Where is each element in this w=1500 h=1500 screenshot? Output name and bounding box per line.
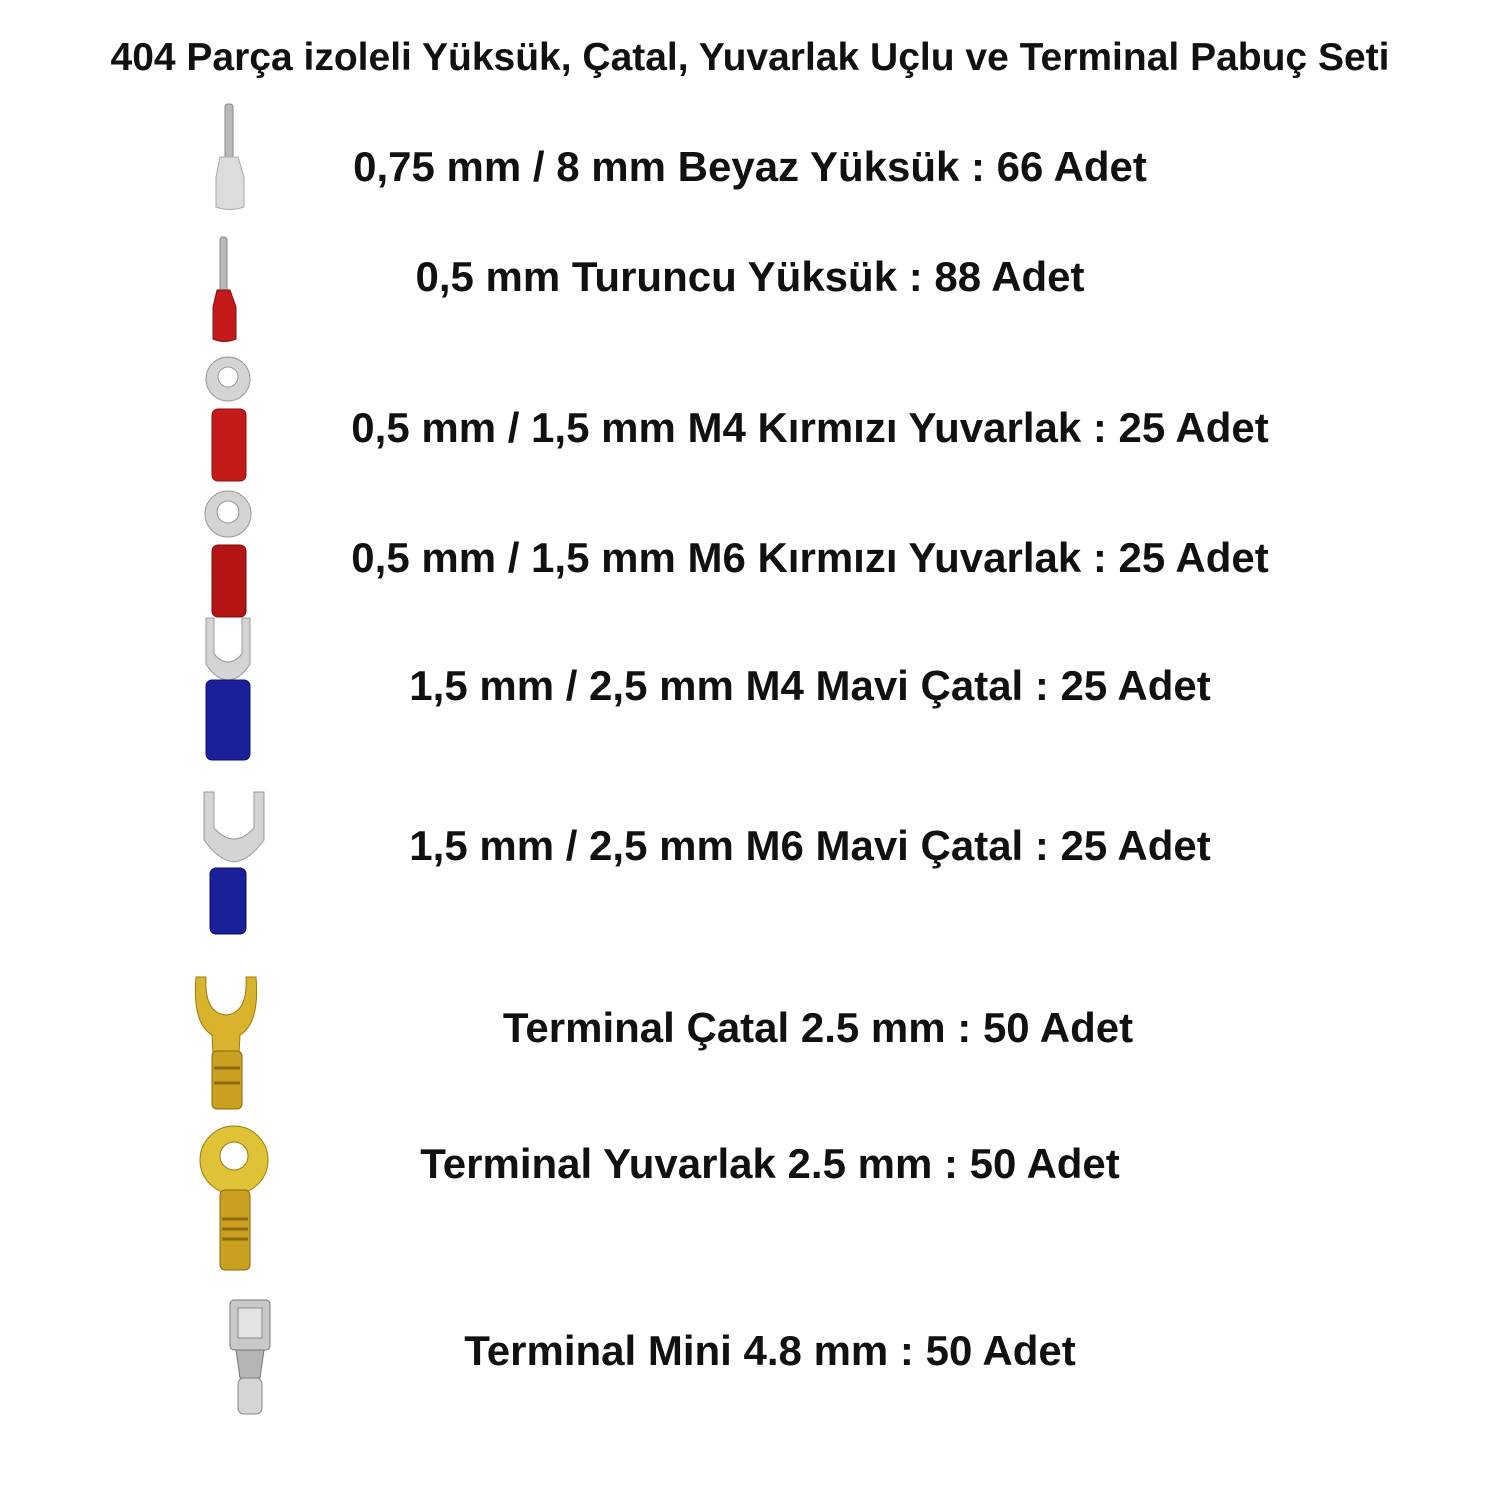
item-label: 1,5 mm / 2,5 mm M4 Mavi Çatal : 25 Adet [409, 662, 1211, 709]
red-ring-terminal-icon [200, 488, 256, 620]
page-title: 404 Parça izoleli Yüksük, Çatal, Yuvarlak Uçlu ve Terminal Pabuç Seti [110, 36, 1390, 79]
item-label: 0,5 mm Turuncu Yüksük : 88 Adet [415, 253, 1085, 300]
red-ring-terminal-icon [200, 355, 256, 485]
female-spade-terminal-icon [222, 1298, 278, 1418]
item-label: 0,5 mm / 1,5 mm M6 Kırmızı Yuvarlak : 25 Adet [351, 534, 1269, 581]
white-ferrule-icon [208, 102, 253, 214]
blue-fork-terminal-icon [200, 614, 256, 762]
item-label: 0,5 mm / 1,5 mm M4 Kırmızı Yuvarlak : 25 Adet [351, 404, 1269, 451]
red-ferrule-icon [208, 235, 243, 345]
brass-fork-terminal-icon [192, 973, 262, 1115]
brass-ring-terminal-icon [198, 1124, 272, 1274]
item-label: Terminal Yuvarlak 2.5 mm : 50 Adet [420, 1140, 1120, 1187]
item-label: 0,75 mm / 8 mm Beyaz Yüksük : 66 Adet [353, 143, 1147, 190]
item-label: 1,5 mm / 2,5 mm M6 Mavi Çatal : 25 Adet [409, 822, 1211, 869]
item-label: Terminal Çatal 2.5 mm : 50 Adet [502, 1004, 1134, 1051]
item-label: Terminal Mini 4.8 mm : 50 Adet [464, 1327, 1076, 1374]
blue-fork-terminal-icon [200, 788, 268, 938]
